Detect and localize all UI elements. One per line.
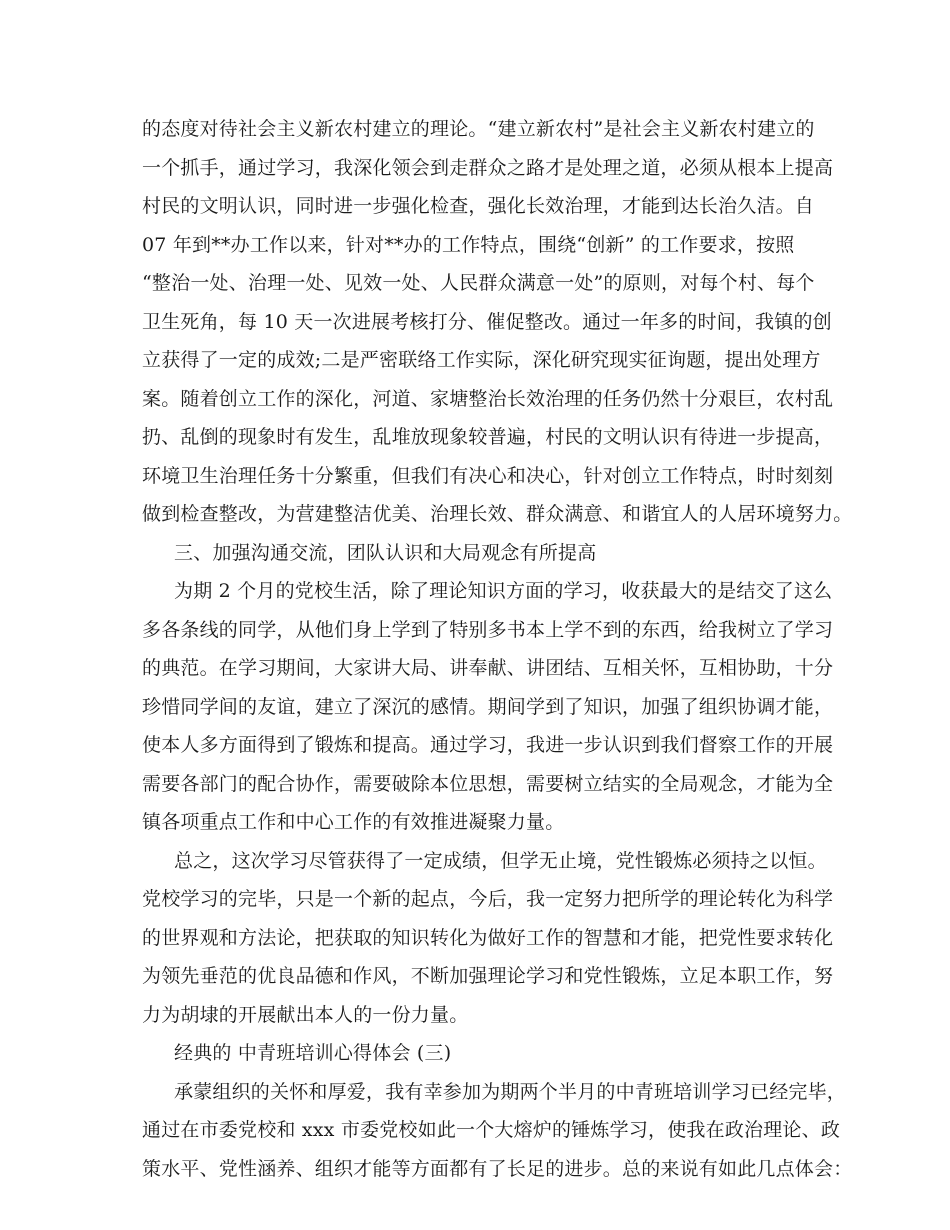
text-line: 三、加强沟通交流，团队认识和大局观念有所提高: [174, 541, 597, 564]
text-line: 力为胡埭的开展献出本人的一份力量。: [142, 1003, 469, 1026]
text-line: 的态度对待社会主义新农村建立的理论。“建立新农村”是社会主义新农村建立的: [142, 118, 815, 140]
text-line: 总之，这次学习尽管获得了一定成绩，但学无止境，党性锻炼必须持之以恒。: [174, 849, 827, 872]
text-line: 为期 2 个月的党校生活，除了理论知识方面的学习，收获最大的是结交了这么: [174, 580, 833, 602]
text-line: 通过在市委党校和 xxx 市委党校如此一个大熔炉的锤炼学习，使我在政治理论、政: [142, 1119, 841, 1141]
text-line: 卫生死角，每 10 天一次进展考核打分、催促整改。通过一年多的时间，我镇的创: [142, 310, 832, 333]
text-line: 案。随着创立工作的深化，河道、家塘整治长效治理的任务仍然十分艰巨，农村乱: [142, 387, 834, 410]
text-line: 做到检查整改，为营建整洁优美、治理长效、群众满意、和谐宜人的人居环境努力。: [142, 503, 853, 525]
text-line: 策水平、党性涵养、组织才能等方面都有了长足的进步。总的来说有如此几点体会：: [142, 1157, 853, 1180]
text-line: 需要各部门的配合协作，需要破除本位思想，需要树立结实的全局观念，才能为全: [142, 772, 834, 795]
document-page: [142, 110, 853, 1188]
text-line: 的世界观和方法论，把获取的知识转化为做好工作的智慧和才能，把党性要求转化: [142, 926, 834, 949]
text-line: 立获得了一定的成效;二是严密联络工作实际，深化研究现实征询题，提出处理方: [142, 349, 821, 371]
text-line: 为领先垂范的优良品德和作风，不断加强理论学习和党性锻炼，立足本职工作，努: [142, 965, 834, 987]
text-line: 承蒙组织的关怀和厚爱，我有幸参加为期两个半月的中青班培训学习已经完毕，: [174, 1080, 847, 1103]
text-line: 的典范。在学习期间，大家讲大局、讲奉献、讲团结、互相关怀，互相协助，十分: [142, 657, 834, 679]
text-line: 扔、乱倒的现象时有发生，乱堆放现象较普遍，村民的文明认识有待进一步提高，: [142, 426, 834, 448]
text-line: 一个抓手，通过学习，我深化领会到走群众之路才是处理之道，必须从根本上提高: [142, 156, 834, 179]
text-line: 环境卫生治理任务十分繁重，但我们有决心和决心，针对创立工作特点，时时刻刻: [142, 464, 834, 487]
text-line: 镇各项重点工作和中心工作的有效推进凝聚力量。: [142, 811, 565, 833]
text-line: 珍惜同学间的友谊，建立了深沉的感情。期间学到了知识，加强了组织协调才能，: [142, 695, 834, 718]
text-line: 经典的 中青班培训心得体会 (三): [174, 1042, 452, 1064]
text-line: 多各条线的同学，从他们身上学到了特别多书本上学不到的东西，给我树立了学习: [142, 618, 834, 641]
text-line: 村民的文明认识，同时进一步强化检查，强化长效治理，才能到达长治久洁。自: [142, 195, 815, 217]
text-line: 党校学习的完毕，只是一个新的起点，今后，我一定努力把所学的理论转化为科学: [142, 888, 834, 910]
text-line: “整治一处、治理一处、见效一处、人民群众满意一处”的原则，对每个村、每个: [142, 272, 815, 294]
text-line: 使本人多方面得到了锻炼和提高。通过学习，我进一步认识到我们督察工作的开展: [142, 734, 834, 756]
text-line: 07 年到**办工作以来，针对**办的工作特点，围绕“创新” 的工作要求，按照: [142, 233, 795, 256]
